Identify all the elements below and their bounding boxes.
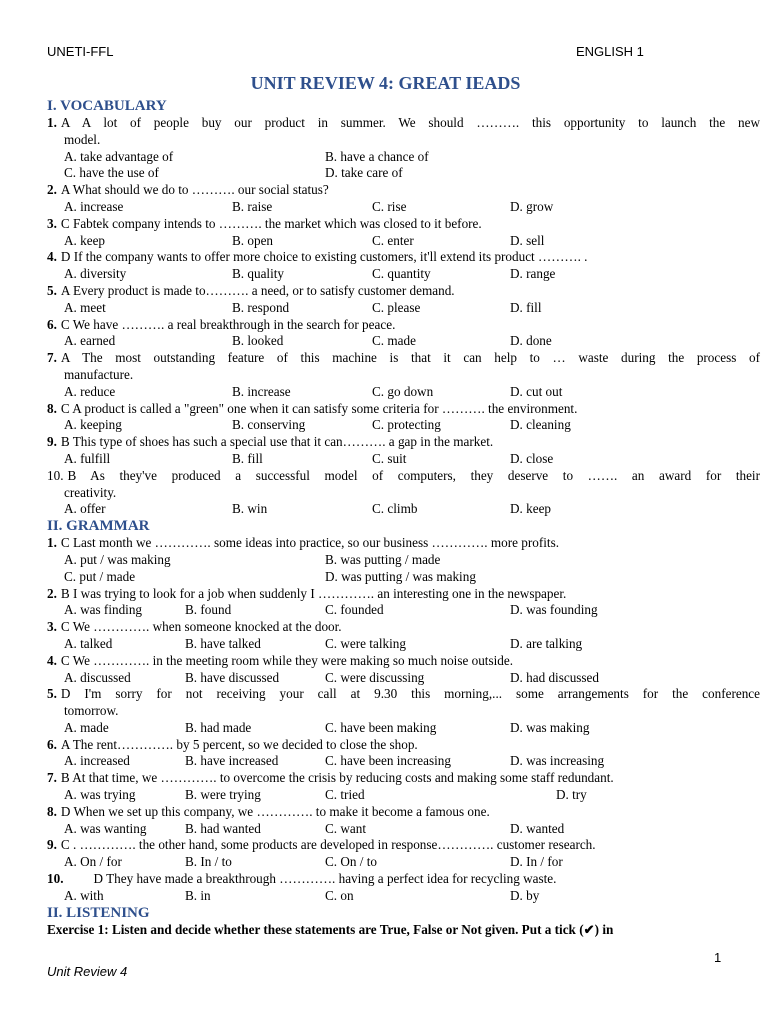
options-row [64,636,724,653]
question-number: 4. [47,249,57,265]
answer-option: D. done [510,333,552,349]
header-right: ENGLISH 1 [576,44,644,59]
question-text: B I was trying to look for a job when suddenly I …………. an interesting one in the newspaper. [60,585,567,601]
answer-option: A. was finding [64,602,143,618]
answer-option: B. have talked [185,635,261,651]
options-row [64,333,724,350]
question-number: 2. [47,182,57,198]
options-row [64,165,724,182]
question-number: 4. [47,652,57,668]
answer-option: C. please [372,299,421,315]
answer-option: B. had wanted [185,820,261,836]
options-row [64,670,724,687]
answer-option: D. had discussed [510,669,600,685]
answer-option: B. conserving [232,417,306,433]
answer-option: C. go down [372,383,434,399]
options-row [64,451,724,468]
question-text: C We …………. in the meeting room while they were making so much noise outside. [60,652,514,668]
question [47,653,724,670]
answer-option: D. In / for [510,854,563,870]
question [47,770,724,787]
question [47,619,724,636]
answer-option: D. cut out [510,383,563,399]
question-text: D When we set up this company, we …………. to make it become a famous one. [60,803,490,819]
answer-option: C. climb [372,501,418,517]
answer-option: D. range [510,266,556,282]
question [47,686,760,703]
question [47,115,760,132]
answer-option: A. take advantage of [64,148,174,164]
question-number: 6. [47,316,57,332]
question-number: 7. [47,770,57,786]
answer-option: B. respond [232,299,290,315]
answer-option: C. have been increasing [325,753,451,769]
vocabulary-questions [47,115,760,518]
answer-option: D. try [556,787,587,803]
answer-option: A. was wanting [64,820,147,836]
question-number: 10. [47,467,64,483]
question-number: 6. [47,736,57,752]
options-row [64,501,724,518]
answer-option: C. enter [372,232,414,248]
question-number: 10. [47,871,64,887]
answer-option: D. fill [510,299,542,315]
options-row [64,569,724,586]
question [47,468,760,485]
answer-option: A. talked [64,635,113,651]
question-number: 3. [47,619,57,635]
footer-text: Unit Review 4 [47,964,128,979]
options-row [64,300,724,317]
question [47,283,724,300]
answer-option: C. rise [372,198,407,214]
options-row [64,266,724,283]
answer-option: C. were talking [325,635,406,651]
answer-option: C. protecting [372,417,441,433]
question-text-continued: model. [64,131,101,147]
exercise-instruction: Exercise 1: Listen and decide whether these statements are True, False or Not given. Put a tick (✔) in [47,921,614,937]
options-row [64,233,724,250]
answer-option: D. was founding [510,602,598,618]
answer-option: A. reduce [64,383,116,399]
question-text: C We …………. when someone knocked at the door. [60,619,342,635]
answer-option: A. fulfill [64,450,111,466]
question-text: A A lot of people buy our product in summer. We should ………. this opportunity to launch the new [60,115,760,130]
question-number: 8. [47,803,57,819]
question-number: 7. [47,350,57,366]
answer-option: C. on [325,887,354,903]
answer-option: B. open [232,232,274,248]
options-row [64,199,724,216]
question [47,804,724,821]
answer-option: D. by [510,887,540,903]
answer-option: A. meet [64,299,106,315]
answer-option: B. have increased [185,753,279,769]
answer-option: B. found [185,602,232,618]
question-number: 1. [47,535,57,551]
question-text: A Every product is made to………. a need, or to satisfy customer demand. [60,282,455,298]
answer-option: C. have been making [325,719,437,735]
options-row [64,787,724,804]
question [47,182,724,199]
question-text-continued: tomorrow. [64,703,119,719]
answer-option: B. were trying [185,787,261,803]
options-row [64,149,724,166]
answer-option: A. offer [64,501,106,517]
page-title: UNIT REVIEW 4: GREAT IEADS [250,73,521,93]
answer-option: C. have the use of [64,165,159,181]
question [47,586,724,603]
options-row [64,854,724,871]
question-text: A What should we do to ………. our social status? [60,182,329,198]
answer-option: B. was putting / made [325,551,441,567]
question-text: D I'm sorry for not receiving your call at 9.30 this morning,... some arrangements for the conference [60,686,760,702]
answer-option: A. increase [64,198,124,214]
question [47,249,724,266]
section-heading-listening: II. LISTENING [47,904,150,921]
question-text-continued: manufacture. [64,366,134,382]
answer-option: D. cleaning [510,417,571,433]
options-row [64,888,724,905]
question-text: C . …………. the other hand, some products are developed in response…………. customer research. [60,837,596,853]
answer-option: D. close [510,450,554,466]
question [47,871,724,888]
answer-option: B. had made [185,719,252,735]
answer-option: D. grow [510,198,554,214]
question-number: 2. [47,585,57,601]
answer-option: B. quality [232,266,285,282]
answer-option: B. win [232,501,268,517]
answer-option: D. take care of [325,165,403,181]
answer-option: A. put / was making [64,551,171,567]
question-number: 1. [47,115,57,130]
question-text-continued: creativity. [64,484,117,500]
grammar-questions [47,535,760,905]
question-text: C Last month we …………. some ideas into practice, so our business …………. more profits. [60,535,560,551]
answer-option: C. tried [325,787,365,803]
answer-option: D. are talking [510,635,583,651]
answer-option: B. In / to [185,854,232,870]
answer-option: C. On / to [325,854,378,870]
answer-option: A. was trying [64,787,136,803]
answer-option: C. were discussing [325,669,425,685]
options-row [64,720,724,737]
page-number: 1 [714,950,722,965]
answer-option: A. made [64,719,109,735]
question [47,737,724,754]
answer-option: C. quantity [372,266,431,282]
options-row [64,552,724,569]
answer-option: C. suit [372,450,407,466]
question [47,350,760,367]
answer-option: C. put / made [64,568,136,584]
header-left: UNETI-FFL [47,44,114,59]
answer-option: D. wanted [510,820,565,836]
answer-option: B. have a chance of [325,148,429,164]
section-heading-grammar: II. GRAMMAR [47,518,150,535]
answer-option: D. keep [510,501,552,517]
answer-option: B. have discussed [185,669,280,685]
answer-option: D. was increasing [510,753,605,769]
answer-option: A. keeping [64,417,122,433]
answer-option: D. was putting / was making [325,568,476,584]
options-row [64,417,724,434]
answer-option: A. keep [64,232,106,248]
question-text: D If the company wants to offer more choice to existing customers, it'll extend its product ………. . [60,249,588,265]
question-text: B At that time, we …………. to overcome the crisis by reducing costs and making some staff redundant. [60,770,614,786]
question [47,434,724,451]
question-number: 5. [47,686,57,702]
options-row [64,384,724,401]
answer-option: A. On / for [64,854,122,870]
answer-option: B. looked [232,333,284,349]
question-text: B As they've produced a successful model of computers, they deserve to ……. an award for their [67,467,760,483]
answer-option: D. was making [510,719,590,735]
answer-option: B. increase [232,383,291,399]
answer-option: D. sell [510,232,545,248]
answer-option: B. raise [232,198,273,214]
question-number: 5. [47,282,57,298]
answer-option: C. want [325,820,367,836]
question-text: D They have made a breakthrough …………. having a perfect idea for recycling waste. [93,871,557,887]
question [47,401,724,418]
question-number: 3. [47,215,57,231]
question [47,216,724,233]
answer-option: C. founded [325,602,384,618]
question [47,535,724,552]
answer-option: A. increased [64,753,130,769]
question-number: 9. [47,837,57,853]
options-row [64,821,724,838]
answer-option: B. in [185,887,211,903]
document-body [47,72,760,938]
question [47,837,724,854]
question-text: B This type of shoes has such a special use that it can………. a gap in the market. [60,434,494,450]
answer-option: A. diversity [64,266,127,282]
options-row [64,753,724,770]
section-heading-vocabulary: I. VOCABULARY [47,98,167,114]
question-text: C Fabtek company intends to ………. the market which was closed to it before. [60,215,482,231]
answer-option: B. fill [232,450,263,466]
answer-option: C. made [372,333,416,349]
question-text: A The most outstanding feature of this machine is that it can help to … waste during the process of [60,350,760,366]
question-text: C We have ………. a real breakthrough in the search for peace. [60,316,396,332]
answer-option: A. with [64,887,104,903]
answer-option: A. earned [64,333,116,349]
question-text: C A product is called a "green" one when it can satisfy some criteria for ………. the environment. [60,400,578,416]
options-row [64,602,724,619]
question-number: 8. [47,400,57,416]
question [47,317,724,334]
question-number: 9. [47,434,57,450]
answer-option: A. discussed [64,669,131,685]
question-text: A The rent…………. by 5 percent, so we decided to close the shop. [60,736,418,752]
